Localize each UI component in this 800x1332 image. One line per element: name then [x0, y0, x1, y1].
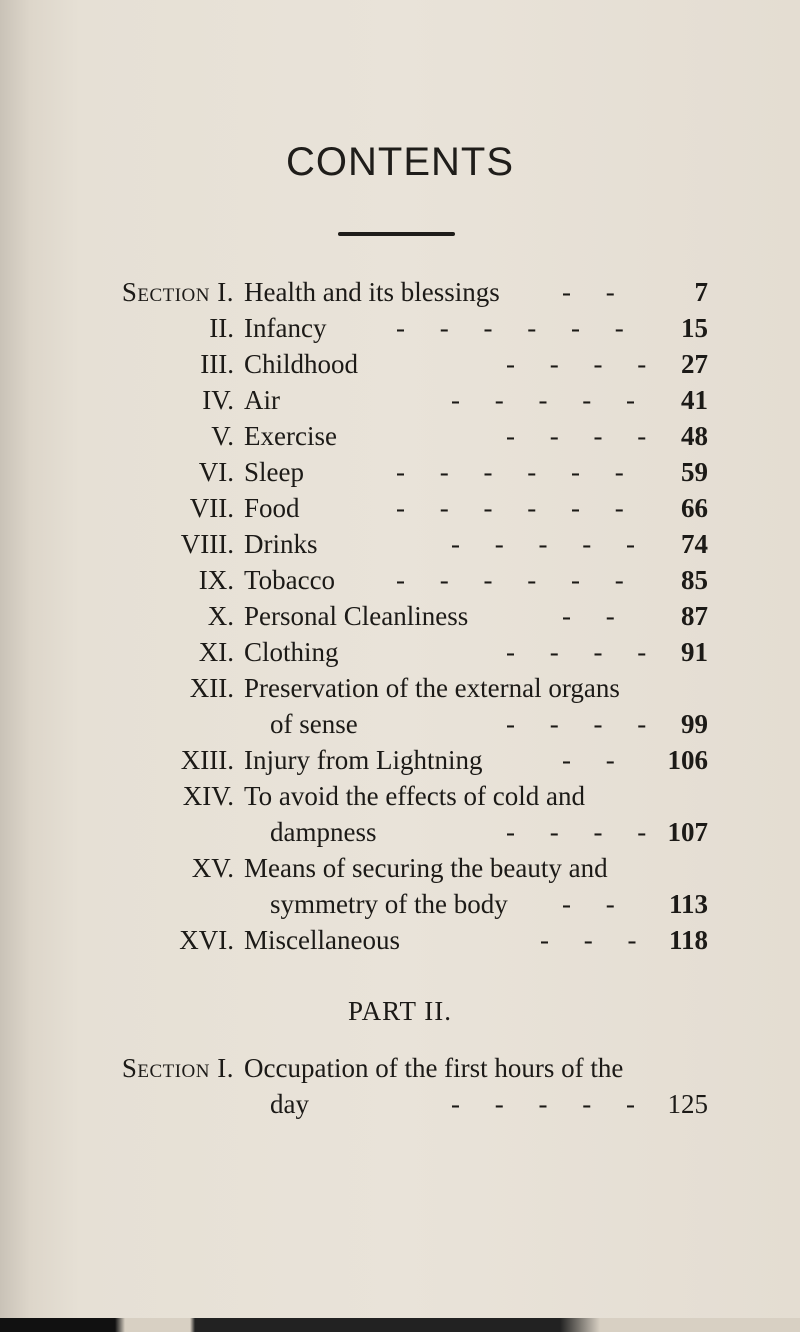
toc-entry	[0, 742, 800, 778]
toc-entry-title: Health and its blessings	[244, 277, 500, 307]
toc-entry-title-continued: dampness	[270, 817, 377, 847]
toc-entry-title: Childhood	[244, 349, 359, 379]
toc-entry-title: Clothing	[244, 637, 339, 667]
toc-page-number: 66	[681, 493, 708, 523]
toc-leader: - - - -	[506, 709, 661, 739]
toc-entry-title-continued: of sense	[270, 709, 358, 739]
toc-page-number: 106	[667, 745, 708, 775]
toc-section-number: VI.	[198, 457, 234, 487]
toc-section-number: VII.	[189, 493, 234, 523]
toc-entry-title: Preservation of the external organs	[244, 673, 620, 703]
toc-entry-title: Air	[244, 385, 280, 415]
toc-section-number: X.	[207, 601, 234, 631]
toc-entry	[0, 418, 800, 454]
toc-page-number: 118	[668, 925, 708, 955]
toc-page-number: 7	[694, 277, 708, 307]
toc-page-number: 87	[681, 601, 708, 631]
toc-page-number: 99	[681, 709, 708, 739]
toc-page-number: 91	[681, 637, 708, 667]
toc-entry	[0, 1050, 800, 1086]
toc-section-number: IV.	[202, 385, 234, 415]
toc-entry-title: To avoid the effects of cold and	[244, 781, 585, 811]
toc-page-number: 125	[667, 1089, 708, 1119]
toc-entry	[0, 634, 800, 670]
toc-leader: - - - -	[506, 637, 661, 667]
toc-section-number: XIII.	[180, 745, 234, 775]
toc-leader: - - - -	[506, 421, 661, 451]
toc-section-number: XI.	[198, 637, 234, 667]
toc-page-number: 85	[681, 565, 708, 595]
toc-entry-title-continued: symmetry of the body	[270, 889, 508, 919]
toc-entry	[0, 850, 800, 886]
toc-entry-continuation	[0, 814, 800, 850]
toc-page-number: 41	[681, 385, 708, 415]
toc-entry	[0, 562, 800, 598]
page-edge-shadow	[0, 1318, 800, 1332]
toc-section-number: XII.	[189, 673, 234, 703]
toc-leader: - - - - - -	[396, 457, 638, 487]
toc-entry-title-continued: day	[270, 1089, 309, 1119]
toc-entry-title: Exercise	[244, 421, 337, 451]
toc-entry	[0, 346, 800, 382]
toc-entry-title: Sleep	[244, 457, 304, 487]
toc-section-number: Section I.	[121, 277, 234, 307]
page-title: CONTENTS	[286, 140, 514, 184]
toc-leader: - -	[562, 745, 629, 775]
toc-entry-title: Miscellaneous	[244, 925, 400, 955]
toc-page-number: 48	[681, 421, 708, 451]
toc-entry-title: Food	[244, 493, 300, 523]
toc-section-number: VIII.	[180, 529, 234, 559]
toc-leader: - - - -	[506, 349, 661, 379]
toc-page-number: 107	[667, 817, 708, 847]
toc-entry	[0, 274, 800, 310]
toc-leader: - - - - - -	[396, 493, 638, 523]
toc-leader: - - -	[540, 925, 651, 955]
toc-page-number: 74	[681, 529, 708, 559]
toc-entry-continuation	[0, 706, 800, 742]
toc-entry	[0, 598, 800, 634]
toc-entry	[0, 922, 800, 958]
toc-section-number: XIV.	[182, 781, 234, 811]
part-heading: PART II.	[348, 996, 452, 1026]
toc-leader: - - - - -	[451, 1089, 649, 1119]
title-rule	[338, 232, 455, 236]
toc-leader: - - - - - -	[396, 313, 638, 343]
toc-page-number: 113	[668, 889, 708, 919]
toc-section-number: Section I.	[121, 1053, 234, 1083]
toc-entry-title: Drinks	[244, 529, 318, 559]
toc-entry	[0, 670, 800, 706]
toc-entry-continuation	[0, 886, 800, 922]
toc-page-number: 27	[681, 349, 708, 379]
toc-leader: - -	[562, 277, 629, 307]
toc-section-number: XVI.	[179, 925, 234, 955]
toc-entry-title: Tobacco	[244, 565, 336, 595]
toc-entry-title: Injury from Lightning	[244, 745, 483, 775]
toc-page-number: 15	[681, 313, 708, 343]
toc-entry-title: Infancy	[244, 313, 327, 343]
toc-section-number: XV.	[191, 853, 234, 883]
toc-section-number: IX.	[198, 565, 234, 595]
toc-page-number: 59	[681, 457, 708, 487]
toc-entry-continuation	[0, 1086, 800, 1122]
toc-entry	[0, 454, 800, 490]
toc-entry-title: Occupation of the first hours of the	[244, 1053, 624, 1083]
toc-leader: - - - - -	[451, 529, 649, 559]
toc-entry	[0, 490, 800, 526]
toc-leader: - - - - - -	[396, 565, 638, 595]
toc-section-number: III.	[200, 349, 234, 379]
toc-entry	[0, 778, 800, 814]
toc-section-number: II.	[209, 313, 234, 343]
toc-leader: - - - - -	[451, 385, 649, 415]
toc-entry	[0, 526, 800, 562]
toc-section-number: V.	[211, 421, 234, 451]
toc-entry	[0, 310, 800, 346]
toc-leader: - - - -	[506, 817, 661, 847]
toc-entry-title: Personal Cleanliness	[244, 601, 469, 631]
toc-entry-title: Means of securing the beauty and	[244, 853, 608, 883]
toc-entry	[0, 382, 800, 418]
toc-leader: - -	[562, 889, 629, 919]
toc-leader: - -	[562, 601, 629, 631]
